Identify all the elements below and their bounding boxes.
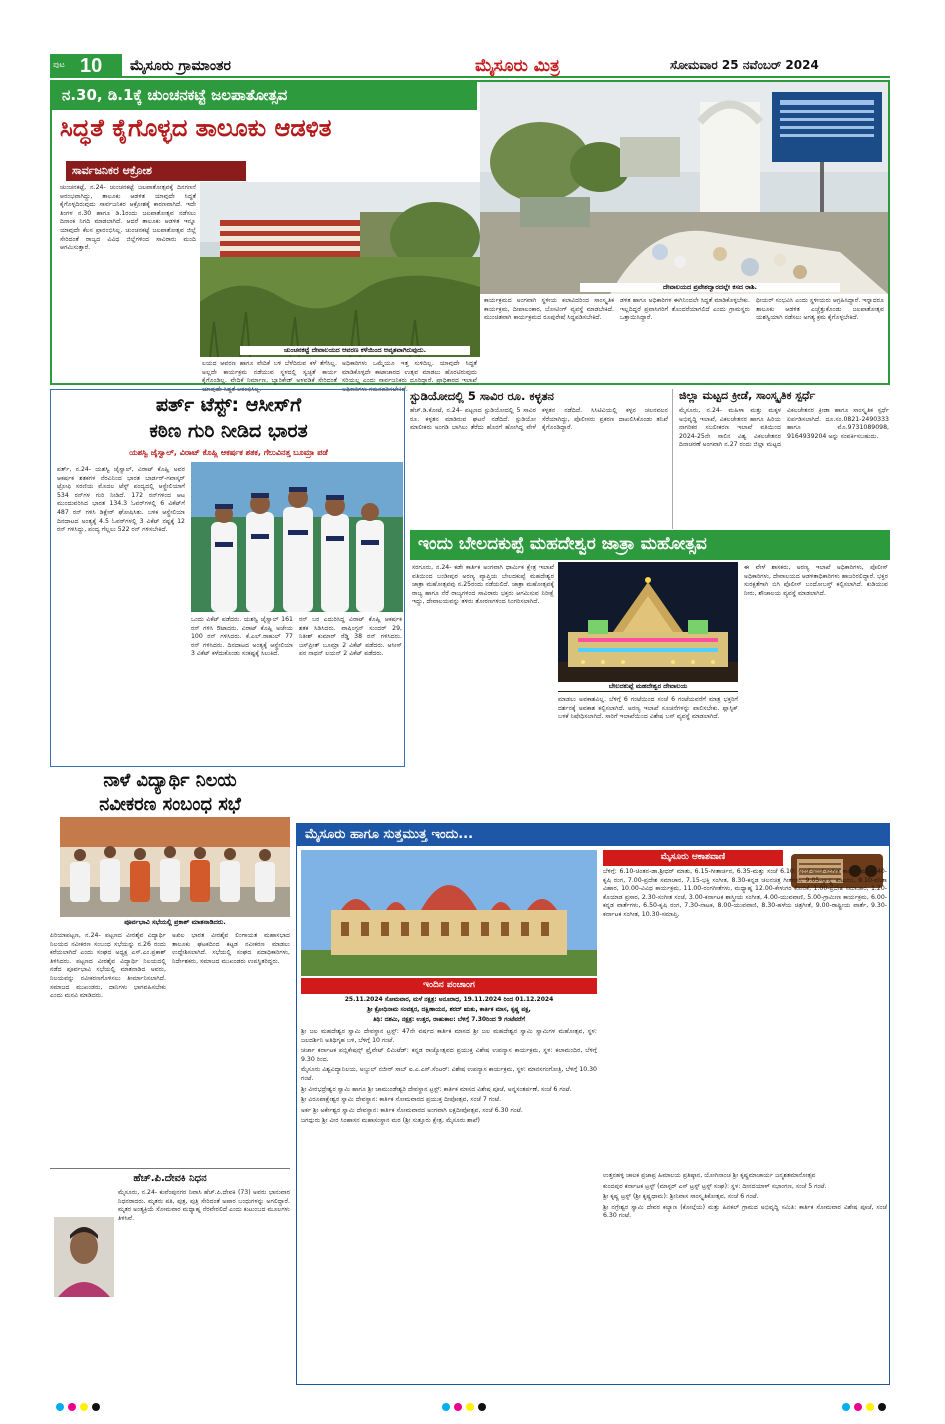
photo-caption: ಬೇಲದಕುಪ್ಪೆ ಮಹದೇಶ್ವರ ದೇವಾಲಯ: [558, 682, 738, 691]
story-jatra: [410, 530, 890, 822]
registration-dots-center: [440, 1396, 488, 1415]
panchanga-line: ಶ್ರೀ ಕ್ರೋಧಿನಾಮ ಸಂವತ್ಸರ, ದಕ್ಷಿಣಾಯನ, ಶರದ್ ಋತು, ಕಾರ್ತಿಕ ಮಾಸ, ಕೃಷ್ಣ ಪಕ್ಷ,: [367, 1006, 531, 1013]
article-column: ಒಂದು ವಿಕೆಟ್ ಪಡೆದರು. ಯಶಸ್ವಿ ಜೈಸ್ವಾಲ್ 161 ರನ್ ಗಳಿಸಿ ಔಟಾದರು. ವಿರಾಟ್ ಕೊಹ್ಲಿ ಅಜೇಯ 100 ರನ್ ಗಳಿಸಿದರು. ಕೆ.ಎಲ್.ರಾಹುಲ್ 77 ರನ್ ಗಳಿಸಿದರು. ದಿನದಾಟದ ಅಂತ್ಯಕ್ಕೆ ಆಸ್ಟ್ರೇಲಿಯಾ 3 ವಿಕೆಟ್ ಕಳೆದುಕೊಂಡು ಸಂಕಷ್ಟಕ್ಕೆ ಸಿಲುಕಿದೆ.: [191, 616, 293, 658]
cricket-team-photo: [191, 462, 403, 612]
article-body: ಮೈಸೂರು, ನ.24- ಮಹಿಳಾ ಮತ್ತು ಮಕ್ಕಳ ಅಭಿವೃದ್ಧಿ ಇಲಾಖೆ, ವಿಕಲಚೇತನರ ಹಾಗೂ ಹಿರಿಯ ನಾಗರಿಕರ ಸಬಲೀಕರಣ ಇಲಾಖೆ ವತಿಯಿಂದ 2024-25ನೇ ಸಾಲಿನ ವಿಶ್ವ ವಿಕಲಚೇತನರ ದಿನಾಚರಣೆ ಅಂಗವಾಗಿ ನ.27 ರಂದು ಜಿಲ್ಲಾ ಮಟ್ಟದ ವಿಕಲಚೇತನರ ಕ್ರೀಡಾ ಹಾಗೂ ಸಾಂಸ್ಕೃತಿಕ ಸ್ಪರ್ಧೆ ಏರ್ಪಡಿಸಲಾಗಿದೆ. ದೂ.ಸಂ.0821-2490333 ಹಾಗೂ ಮೊ.9731089098, 9164939204 ಅನ್ನು ಸಂಪರ್ಕಿಸಬಹುದು.: [679, 407, 889, 449]
garbage-photo: [480, 82, 888, 294]
story-headline: ಪರ್ತ್ ಟೆಸ್ಟ್: ಆಸೀಸ್‌ಗೆ: [155, 394, 302, 416]
photo-caption: ದೇವಾಲಯದ ಪ್ರವೇಶದ್ವಾರದಲ್ಲೇ ಕಸದ ರಾಶಿ.: [580, 283, 840, 292]
registration-dots-right: [840, 1396, 888, 1415]
article-column: ಈ ವೇಳೆ ಶಾಸಕರು, ಅರಣ್ಯ ಇಲಾಖೆ ಅಧಿಕಾರಿಗಳು, ಪೊಲೀಸ್ ಅಧಿಕಾರಿಗಳು, ದೇವಾಲಯದ ಆಡಳಿತಾಧಿಕಾರಿಗಳು ಹಾಜರಿರಲಿದ್ದಾರೆ. ಭಕ್ತರ ಸುರಕ್ಷತೆಗಾಗಿ ಬಿಗಿ ಪೊಲೀಸ್ ಬಂದೋಬಸ್ತ್ ಕಲ್ಪಿಸಲಾಗಿದೆ. ಕುಡಿಯುವ ನೀರು, ಶೌಚಾಲಯ ವ್ಯವಸ್ಥೆ ಮಾಡಲಾಗಿದೆ.: [744, 564, 888, 597]
story-headline: ಇಂದು ಬೇಲದಕುಪ್ಪೆ ಮಹದೇಶ್ವರ ಜಾತ್ರಾ ಮಹೋತ್ಸವ: [410, 530, 890, 560]
event-item: ಅರ್ಕ ಶ್ರೀ ಅರ್ಕೇಶ್ವರ ಸ್ವಾಮಿ ದೇವಸ್ಥಾನ: ಕಾರ್ತಿಕ ಸೋಮವಾರದ ಅಂಗವಾಗಿ ಲಕ್ಷದೀಪೋತ್ಸವ, ಸಂಜೆ 6.30 ಗಂಟೆ.: [301, 1106, 523, 1114]
event-item: ಶ್ರೀ ಜಲ ಮಹದೇಶ್ವರ ಸ್ವಾಮಿ ದೇವಸ್ಥಾನ ಟ್ರಸ್ಟ್: 47ನೇ ವರ್ಷದ ಕಾರ್ತಿಕ ಮಾಸದ ಶ್ರೀ ಜಲ ಮಹದೇಶ್ವರ ಸ್ವಾಮಿ ಸ್ವಾಮಿಗಳ ಮಹೋತ್ಸವ, ಸ್ಥಳ: ಜಲದರ್ಶಿನಿ ಅತಿಥಿಗೃಹ ಬಳಿ, ಬೆಳಿಗ್ಗೆ 10 ಗಂಟೆ.: [301, 1028, 597, 1044]
story-cricket: [50, 389, 405, 767]
story-headline: ಜಿಲ್ಲಾ ಮಟ್ಟದ ಕ್ರೀಡೆ, ಸಾಂಸ್ಕೃತಿಕ ಸ್ಪರ್ಧೆ: [679, 389, 816, 402]
page-header: [50, 54, 890, 78]
issue-date: ಸೋಮವಾರ 25 ನವೆಂಬರ್ 2024: [670, 58, 819, 72]
temple-weeds-photo: [200, 182, 480, 357]
event-list-right: [603, 1172, 887, 1380]
article-column: ಅಖಿಲ ಭಾರತ ವೀರಶೈವ ಲಿಂಗಾಯತ ಮಹಾಸಭಾದ ತಾಲೂಕು ಘಟಕದಿಂದ ಕಟ್ಟಡ ನವೀಕರಣ ಮಾಡಲು ಉದ್ದೇಶಿಸಲಾಗಿದೆ. ಸಭೆಯಲ್ಲಿ ಸಂಘದ ಪದಾಧಿಕಾರಿಗಳು, ನಿರ್ದೇಶಕರು, ಸಮಾಜದ ಮುಖಂಡರು ಉಪಸ್ಥಿತರಿದ್ದರು.: [172, 932, 290, 965]
masthead: ಮೈಸೂರು ಮಿತ್ರ: [475, 56, 560, 76]
story-headline: ನವೀಕರಣ ಸಂಬಂಧ ಸಭೆ: [99, 794, 241, 815]
page-number-box: [50, 54, 122, 78]
event-item: ಶ್ರೀ ವಿರೂಪಾಕ್ಷೇಶ್ವರ ಸ್ವಾಮಿ ದೇವಸ್ಥಾನ: ಕಾರ್ತಿಕ ಸೋಮವಾರದ ಪ್ರಯುಕ್ತ ದೀಪೋತ್ಸವ, ಸಂಜೆ 7 ಗಂಟೆ.: [301, 1096, 502, 1104]
article-body: ಹೆಚ್.ಡಿ.ಕೋಟೆ, ನ.24- ಪಟ್ಟಣದ ಸ್ಟುಡಿಯೋದಲ್ಲಿ 5 ಸಾವಿರ ರೂ. ಕಳ್ಳತನ ಮಾಡಿರುವ ಘಟನೆ ನಡೆದಿದೆ. ಸ್ಟುಡಿಯೋ ಮಾಲೀಕರು ಅಂಗಡಿ ಬಾಗಿಲು ತೆರೆದು ಹೊರಗೆ ಹೋಗಿದ್ದ ವೇಳೆ ಕಳ್ಳತನ ನಡೆದಿದೆ. ಸಿಸಿಟಿವಿಯಲ್ಲಿ ಕಳ್ಳನ ಚಲನವಲನ ಸೆರೆಯಾಗಿದ್ದು, ಪೊಲೀಸರು ಪ್ರಕರಣ ದಾಖಲಿಸಿಕೊಂಡು ತನಿಖೆ ಕೈಗೊಂಡಿದ್ದಾರೆ.: [410, 407, 668, 432]
page-number: 10: [80, 55, 103, 77]
events-title: ಮೈಸೂರು ಹಾಗೂ ಸುತ್ತಮುತ್ತ ಇಂದು...: [297, 824, 889, 846]
photo-caption: ಪೂರ್ವಭಾವಿ ಸಭೆಯಲ್ಲಿ ಪ್ರಕಾಶ್ ಮಾತನಾಡಿದರು.: [60, 918, 290, 927]
article-column: ಚುಂಚನಕಟ್ಟೆ, ನ.24- ಚುಂಚನಕಟ್ಟೆ ಜಲಪಾತೋತ್ಸವಕ್ಕೆ ದಿನಗಣನೆ ಆರಂಭವಾಗಿದ್ದು, ತಾಲೂಕು ಆಡಳಿತ ಯಾವುದೇ ಸಿದ್ಧತೆ ಕೈಗೊಳ್ಳದಿರುವುದು ಸಾರ್ವಜನಿಕರ ಆಕ್ರೋಶಕ್ಕೆ ಕಾರಣವಾಗಿದೆ. ಇದೇ ತಿಂಗಳ ನ.30 ಹಾಗೂ ಡಿ.1ರಂದು ಜಲಪಾತೋತ್ಸವ ನಡೆಸಲು ದಿನಾಂಕ ನಿಗದಿ ಮಾಡಲಾಗಿದೆ. ಆದರೆ ತಾಲೂಕು ಆಡಳಿತ ಇನ್ನೂ ಯಾವುದೇ ಕೆಲಸ ಪ್ರಾರಂಭಿಸಿಲ್ಲ. ಚುಂಚನಕಟ್ಟೆ ಜಲಪಾತೋತ್ಸವ ಜಿಲ್ಲೆ ಸೇರಿದಂತೆ ರಾಜ್ಯದ ವಿವಿಧ ಜಿಲ್ಲೆಗಳಿಂದ ಸಾವಿರಾರು ಮಂದಿ ಆಗಮಿಸುತ್ತಾರೆ.: [60, 184, 196, 252]
event-item: ಉತ್ತನಹಳ್ಳಿ ಚಾಲಕ ಪ್ರಜಾಪ್ರ ಹಿಮಾಲಯ ಪ್ರತಿಷ್ಠಾನ, ಯೋಗಿನಾಂಚ ಶ್ರೀ ಕೃಷ್ಣಮಾಚಾರ್ಯ ಜನ್ಮಶತಮಾನೋತ್ಸವ: [603, 1172, 816, 1179]
event-list: [301, 1028, 597, 1380]
page-label: ಪುಟ: [53, 60, 65, 69]
radio-schedule: ಬೆಳಿಗ್ಗೆ: 6.10-ಚಿಂತನ-ಡಾ.ಶ್ರೀಧರ್ ಮಾತು, 6.15-ಗೀತಾರ್ಚನ, 6.35-ಮತ್ತು ಸಂಜೆ 6.10: ಅಂಚೆ-ಅಂಚೆ-ಸಂಗೀತ ಕಾರ್ಯಕ್ರಮ, 6.40-ಕೃಷಿ ರಂಗ, 7.00-ಪ್ರದೇಶ ಸಮಾಚಾರ, 7.15-ಭಕ್ತಿ ಸಂಗೀತ, 8.30-ಕನ್ನಡ ಚಲನಚಿತ್ರ ಗೀತೆಗಳು, 9.05-ಸ್ವಾಸ್ಥ್ಯ ಕುಟುಂಬ, 9.10-ವನಿತಾ ವಿಹಾರ, 10.00-ವಿವಿಧ ಕಾರ್ಯಕ್ರಮ, 11.00-ರಂಗಗೀತೆಗಳು, ಮಧ್ಯಾಹ್ನ 12.00-ಕೇಳುಗರ ಕೋರಿಕೆ, 1.00-ಪ್ರದೇಶ ಸಮಾಚಾರ, 1.20-ಕೊಯಾಡ ಪ್ರಸಾರ, 2.30-ಸಂಗೀತ ಸಂಜೆ, 3.00-ಕರ್ನಾಟಕ ಶಾಸ್ತ್ರೀಯ ಸಂಗೀತ, 4.00-ಯುವವಾಣಿ, 5.00-ಗ್ರಾಮೀಣ ಕಾರ್ಯಕ್ರಮ, 6.00-ಕನ್ನಡ ವಾರ್ತೆಗಳು, 6.50-ಕೃಷಿ ರಂಗ, 7.30-ನಾಟಕ, 8.00-ಯುವವಾಣಿ, 8.30-ಹಳೆಯ ಚಿತ್ರಗೀತೆ, 9.00-ರಾಷ್ಟ್ರೀಯ ವಾರ್ತೆ, 9.30-ಕರ್ನಾಟಕ ಸಂಗೀತ, 10.30-ಸಮಾಪ್ತಿ.: [603, 868, 887, 918]
article-column: ಅಧಿಕಾರಿಗಳು ಒಮ್ಮೆಯೂ ಇತ್ತ ಸುಳಿದಿಲ್ಲ. ಯಾವುದೇ ಸಿದ್ಧತೆ ಮಾಡಿಕೊಳ್ಳದೇ ಕಾಟಾಚಾರದ ಉತ್ಸವ ಮಾಡಲು ಹೊರಟಿರುವುದು ಸರಿಯಲ್ಲ ಎಂದು ಸಾರ್ವಜನಿಕರು ದೂರಿದ್ದಾರೆ. ಪ್ರಾಧಿಕಾರದ ಇಲಾಖೆ ಅಧಿಕಾರಿಗಳು ಗಮನಹರಿಸಬೇಕಿದೆ.: [342, 360, 477, 393]
obituary-headline: ಹೆಚ್.ಪಿ.ದೇವಕಿ ನಿಧನ: [133, 1173, 207, 1184]
temple-night-photo: [558, 562, 738, 692]
article-column: ಥೀಯರ್ ಸಂಭವಿಸಿ ಎಂದು ಸ್ಥಳೀಯರು ಆಗ್ರಹಿಸಿದ್ದಾರೆ. ಇನ್ನಾದರೂ ತಾಲೂಕು ಆಡಳಿತ ಎಚ್ಚೆತ್ತುಕೊಂಡು ಜಲಪಾತೋತ್ಸವ ಯಶಸ್ವಿಯಾಗಿ ನಡೆಸಲು ಅಗತ್ಯ ಕ್ರಮ ಕೈಗೊಳ್ಳಬೇಕಿದೆ.: [756, 297, 884, 322]
palace-photo: [301, 850, 597, 976]
registration-dots-left: [54, 1396, 102, 1415]
story-district-sports: [672, 389, 890, 529]
obituary-body: ಮೈಸೂರು, ನ.24- ಕುವೆಂಪುನಗರ ನಿವಾಸಿ ಹೆಚ್.ಪಿ.ದೇವಕಿ (73) ಅವರು ಭಾನುವಾರ ನಿಧನರಾದರು. ಮೃತರು ಪತಿ, ಪುತ್ರ, ಪುತ್ರಿ ಸೇರಿದಂತೆ ಅಪಾರ ಬಂಧುಗಳನ್ನು ಅಗಲಿದ್ದಾರೆ. ಮೃತರ ಅಂತ್ಯಕ್ರಿಯೆ ಸೋಮವಾರ ಮಧ್ಯಾಹ್ನ ನೆರವೇರಲಿದೆ ಎಂದು ಕುಟುಂಬದ ಮೂಲಗಳು ತಿಳಿಸಿವೆ.: [118, 1189, 290, 1222]
event-item: ಚರ್ಚಾ ಕರ್ನಾಟಕ ಪಬ್ಲಿಕೇಷನ್ಸ್ ಪ್ರೈವೇಟ್ ಲಿಮಿಟೆಡ್: ಕನ್ನಡ ರಾಜ್ಯೋತ್ಸವದ ಪ್ರಯುಕ್ತ ವಿಶೇಷ ಉಪನ್ಯಾಸ ಕಾರ್ಯಕ್ರಮ, ಸ್ಥಳ: ಕಲಾಮಂದಿರ, ಬೆಳಿಗ್ಗೆ 9.30 ರಿಂದ.: [301, 1047, 597, 1063]
story-tag: ಸಾರ್ವಜನಿಕರ ಆಕ್ರೋಶ: [66, 161, 246, 181]
panchanga-title: ಇಂದಿನ ಪಂಚಾಂಗ: [301, 978, 597, 994]
story-headline: ನಾಳೆ ವಿದ್ಯಾರ್ಥಿ ನಿಲಯ: [103, 770, 237, 791]
story-hostel-meeting: [50, 770, 290, 1165]
article-column: ರನ್ ಬರ ಎದುರಿಸಿದ್ದ ವಿರಾಟ್ ಕೊಹ್ಲಿ ಆಕರ್ಷಕ ಶತಕ ಸಿಡಿಸಿದರು. ವಾಷಿಂಗ್ಟನ್ ಸುಂದರ್ 29, ನಿತೀಶ್ ಕುಮಾರ್ ರೆಡ್ಡಿ 38 ರನ್ ಗಳಿಸಿದರು. ಜಸ್‌ಪ್ರೀತ್ ಬೂಮ್ರಾ 2 ವಿಕೆಟ್ ಪಡೆದರು. ಆಸೀಸ್ ಪರ ನಾಥನ್ ಲಯನ್ 2 ವಿಕೆಟ್ ಪಡೆದರು.: [299, 616, 402, 658]
article-column: ಪರ್ತ್, ನ.24- ಯಶಸ್ವಿ ಜೈಸ್ವಾಲ್, ವಿರಾಟ್ ಕೊಹ್ಲಿ ಅವರ ಆಕರ್ಷಕ ಶತಕಗಳ ನೆರವಿನಿಂದ ಭಾರತ ಬಾರ್ಡರ್-ಗವಾಸ್ಕರ್ ಟ್ರೋಫಿ ಸರಣಿಯ ಮೊದಲ ಟೆಸ್ಟ್ ಪಂದ್ಯದಲ್ಲಿ ಆಸ್ಟ್ರೇಲಿಯಾಗೆ 534 ರನ್‌ಗಳ ಗುರಿ ನೀಡಿದೆ. 172 ರನ್‌ಗಳಿಂದ ಆಟ ಮುಂದುವರಿಸಿದ ಭಾರತ 134.3 ಓವರ್‌ಗಳಲ್ಲಿ 6 ವಿಕೆಟ್‌ಗೆ 487 ರನ್ ಗಳಿಸಿ ಡಿಕ್ಲೇರ್ ಘೋಷಿಸಿತು. ಬಳಿಕ ಆಸ್ಟ್ರೇಲಿಯಾ ದಿನದಾಟದ ಅಂತ್ಯಕ್ಕೆ 4.5 ಓವರ್‌ಗಳಲ್ಲಿ 3 ವಿಕೆಟ್ ನಷ್ಟಕ್ಕೆ 12 ರನ್ ಗಳಿಸಿದ್ದು, ಪಂದ್ಯ ಗೆಲ್ಲಲು 522 ರನ್ ಗಳಿಸಬೇಕಿದೆ.: [57, 466, 185, 534]
event-item: ಶ್ರೀ ಕೃಷ್ಣ ಟ್ರಸ್ಟ್ (ಶ್ರೀ ಕೃಷ್ಣಧಾಮ): ಶ್ರೀನಿವಾಸ ಸಾಂಸ್ಕೃತಿಕೋತ್ಸವ, ಸಂಜೆ 6 ಗಂಟೆ.: [603, 1193, 759, 1201]
event-item: ಜಗದ್ಗುರು ಶ್ರೀ ವೀರ ಸಿಂಹಾಸನ ಮಹಾಸಂಸ್ಥಾನ ಮಠ (ಶ್ರೀ ಸುತ್ತೂರು ಕ್ಷೇತ್ರ, ಮೈಸೂರು ಶಾಖೆ): [301, 1117, 480, 1125]
events-section: [296, 823, 890, 1385]
panchanga-line: ತಿಥಿ: ದಶಮಿ, ನಕ್ಷತ್ರ: ಉತ್ತರ, ರಾಹುಕಾಲ: ಬೆಳಿಗ್ಗೆ 7.30ರಿಂದ 9 ಗಂಟೆವರೆಗೆ: [373, 1016, 525, 1023]
story-kicker: ನ.30, ಡಿ.1ಕ್ಕೆ ಚುಂಚನಕಟ್ಟೆ ಜಲಪಾತೋತ್ಸವ: [52, 82, 477, 110]
story-headline: ಕಠಿಣ ಗುರಿ ನೀಡಿದ ಭಾರತ: [149, 420, 308, 442]
event-item: ಶ್ರೀ ವೀರಭದ್ರೇಶ್ವರ ಸ್ವಾಮಿ ಹಾಗೂ ಶ್ರೀ ಚಾಮುಂಡೇಶ್ವರಿ ದೇವಸ್ಥಾನ ಟ್ರಸ್ಟ್: ಕಾರ್ತಿಕ ಮಾಸದ ವಿಶೇಷ ಪೂಜೆ, ಅನ್ನಸಂತರ್ಪಣೆ, ಸಂಜೆ 6 ಗಂಟೆ.: [301, 1085, 572, 1093]
event-item: ಮೈಸೂರು ವಿಶ್ವವಿದ್ಯಾನಿಲಯ, ಅಬ್ದುಲ್ ನಜೀರ್ ಸಾಬ್ ಐ.ಎ.ಎಸ್.ಸೆಂಟರ್: ವಿಶೇಷ ಉಪನ್ಯಾಸ ಕಾರ್ಯಕ್ರಮ, ಸ್ಥಳ: ಮಾನಸಗಂಗೋತ್ರಿ, ಬೆಳಿಗ್ಗೆ 10.30 ಗಂಟೆ.: [301, 1066, 597, 1082]
article-column: ಲಯದ ಆವರಣ ಹಾಗೂ ವೇದಿಕೆ ಬಳಿ ಬೆಳೆದಿರುವ ಕಳೆ ತೆಗೆಸಿಲ್ಲ. ಅಲ್ಲದೇ ಕಾರ್ಯಕ್ರಮ ನಡೆಯುವ ಸ್ಥಳದಲ್ಲಿ ಸ್ವಚ್ಛತೆ ಕಾರ್ಯ ಕೈಗೊಂಡಿಲ್ಲ. ವೇದಿಕೆ ನಿರ್ಮಾಣ, ಬ್ಯಾರಿಕೇಡ್ ಅಳವಡಿಕೆ ಸೇರಿದಂತೆ ಯಾವುದೇ ಸಿದ್ಧತೆ ಆರಂಭಿಸಿಲ್ಲ.: [202, 360, 337, 393]
article-column: ಸರಗೂರು, ನ.24- ಕಡೇ ಕಾರ್ತಿಕ ಅಂಗವಾಗಿ ಧಾರ್ಮಿಕ ಕ್ಷೇತ್ರ ಇಲಾಖೆ ವತಿಯಿಂದ ಬಂಡೀಪುರ ಅರಣ್ಯ ವ್ಯಾಪ್ತಿಯ ಬೇಲದಕುಪ್ಪೆ ಮಹದೇಶ್ವರ ಜಾತ್ರಾ ಮಹೋತ್ಸವವು ನ.25ರಂದು ನಡೆಯಲಿದೆ. ಜಾತ್ರಾ ಮಹೋತ್ಸವಕ್ಕೆ ರಾಜ್ಯ ಹಾಗೂ ನೆರೆ ರಾಜ್ಯಗಳಿಂದ ಸಾವಿರಾರು ಭಕ್ತರು ಆಗಮಿಸುವ ನಿರೀಕ್ಷೆ ಇದ್ದು, ದೇವಾಲಯವನ್ನು ತಳಿರು ತೋರಣಗಳಿಂದ ಸಿಂಗರಿಸಲಾಗಿದೆ.: [412, 564, 554, 606]
section-title: ಮೈಸೂರು ಗ್ರಾಮಾಂತರ: [130, 58, 231, 74]
story-subhead: ಯಶಸ್ವಿ ಜೈಸ್ವಾಲ್, ವಿರಾಟ್ ಕೊಹ್ಲಿ ಆಕರ್ಷಕ ಶತಕ, ಗೆಲುವಿನತ್ತ ಬೂಮ್ರಾ ಪಡೆ: [129, 448, 328, 457]
article-column: ಕಾರ್ಯಕ್ರಮದ ಅಂಗವಾಗಿ ಸ್ಥಳೀಯ ಕಲಾವಿದರಿಂದ ಸಾಂಸ್ಕೃತಿಕ ಕಾರ್ಯಕ್ರಮ, ದೀಪಾಲಂಕಾರ, ಬೋಟಿಂಗ್ ವ್ಯವಸ್ಥೆ ಮಾಡಬೇಕಿದೆ. ಮುಂಚಿತವಾಗಿ ಕಾರ್ಯಕ್ರಮದ ರೂಪುರೇಷೆ ಸಿದ್ಧಪಡಿಸಬೇಕಿದೆ.: [484, 297, 614, 322]
event-item: ಕುಂದಪುರ ಕರ್ನಾಟಕ ಟ್ರಸ್ಟ್ (ಮಾಸ್ಟರ್ ಎಸ್ ಟ್ರಸ್ಟ್ ಟ್ರಸ್ಟ್ ಸಂಘ): ಸ್ಥಳ: ದೀನದಯಾಳ್ ಸಭಾಂಗಣ, ಸಂಜೆ 5 ಗಂಟೆ.: [603, 1182, 827, 1190]
article-column: ಪಿರಿಯಾಪಟ್ಟಣ, ನ.24- ಪಟ್ಟಣದ ವೀರಶೈವ ವಿದ್ಯಾರ್ಥಿ ನಿಲಯದ ನವೀಕರಣ ಸಂಬಂಧ ಸಭೆಯನ್ನು ನ.26 ರಂದು ಕರೆಯಲಾಗಿದೆ ಎಂದು ಸಂಘದ ಅಧ್ಯಕ್ಷ ಎಸ್.ಎಂ.ಪ್ರಕಾಶ್ ತಿಳಿಸಿದರು. ಪಟ್ಟಣದ ವೀರಶೈವ ವಿದ್ಯಾರ್ಥಿ ನಿಲಯದಲ್ಲಿ ನಡೆದ ಪೂರ್ವಭಾವಿ ಸಭೆಯಲ್ಲಿ ಮಾತನಾಡಿದ ಅವರು, ನಿಲಯವನ್ನು ನವೀಕರಣಗೊಳಿಸಲು ತೀರ್ಮಾನಿಸಲಾಗಿದೆ. ಸಮಾಜದ ಮುಖಂಡರು, ದಾನಿಗಳು ಭಾಗವಹಿಸಬೇಕು ಎಂದು ಮನವಿ ಮಾಡಿದರು.: [50, 932, 166, 1000]
article-column: ಮಾಡಲು ಅವಕಾಶವಿಲ್ಲ. ಬೆಳಿಗ್ಗೆ 6 ಗಂಟೆಯಿಂದ ಸಂಜೆ 6 ಗಂಟೆಯವರೆಗೆ ಮಾತ್ರ ಭಕ್ತರಿಗೆ ದರ್ಶನಕ್ಕೆ ಅವಕಾಶ ಕಲ್ಪಿಸಲಾಗಿದೆ. ಅರಣ್ಯ ಇಲಾಖೆ ಸೂಚನೆಗಳನ್ನು ಪಾಲಿಸಬೇಕು. ಪ್ಲಾಸ್ಟಿಕ್ ಬಳಕೆ ನಿಷೇಧಿಸಲಾಗಿದೆ. ಸಾರಿಗೆ ಇಲಾಖೆಯಿಂದ ವಿಶೇಷ ಬಸ್ ವ್ಯವಸ್ಥೆ ಮಾಡಲಾಗಿದೆ.: [558, 696, 738, 721]
story-studio-theft: [410, 389, 668, 529]
panchanga-line: 25.11.2024 ಸೋಮವಾರ, ಮಳೆ ನಕ್ಷತ್ರ: ಅನೂರಾಧ, 19.11.2024 ರಿಂದ 01.12.2024: [344, 996, 554, 1003]
story-headline: ಸ್ಟುಡಿಯೋದಲ್ಲಿ 5 ಸಾವಿರ ರೂ. ಕಳ್ಳತನ: [410, 389, 554, 403]
story-headline: ಸಿದ್ಧತೆ ಕೈಗೊಳ್ಳದ ತಾಲೂಕು ಆಡಳಿತ: [60, 114, 332, 142]
story-jalapathotsava: [50, 80, 890, 393]
article-column: ಡಳಿತ ಹಾಗೂ ಅಧಿಕಾರಿಗಳ ಈಗಿನಿಂದಲೇ ಸಿದ್ಧತೆ ಮಾಡಿಕೊಳ್ಳಬೇಕು. ಇಲ್ಲದಿದ್ದರೆ ಪ್ರವಾಸಿಗರಿಗೆ ತೊಂದರೆಯಾಗಲಿದೆ ಎಂದು ಗ್ರಾಮಸ್ಥರು ಒತ್ತಾಯಿಸಿದ್ದಾರೆ.: [620, 297, 750, 322]
obituary: [50, 1168, 290, 1383]
photo-caption: ಚುಂಚನಕಟ್ಟೆ ದೇವಾಲಯದ ಆವರಣ ಕಳೆಯಿಂದ ಆವೃತವಾಗಿರುವುದು.: [240, 346, 470, 355]
event-item: ಶ್ರೀ ನಗ್ರೇಶ್ವರ ಸ್ವಾಮಿ ದೇವರ ಕಲ್ಯಾಣ (ಕೋಲ್ಗೆಯ) ಮತ್ತು ಹಿನಕಲ್ ಗ್ರಾಮದ ಅಭಿವೃದ್ಧಿ ಸಮಿತಿ: ಕಾರ್ತಿಕ ಸೋಮವಾರ ವಿಶೇಷ ಪೂಜೆ, ಸಂಜೆ 6.30 ಗಂಟೆ.: [603, 1203, 887, 1220]
meeting-photo: [60, 817, 290, 917]
radio-title: ಮೈಸೂರು ಆಕಾಶವಾಣಿ: [603, 850, 783, 866]
